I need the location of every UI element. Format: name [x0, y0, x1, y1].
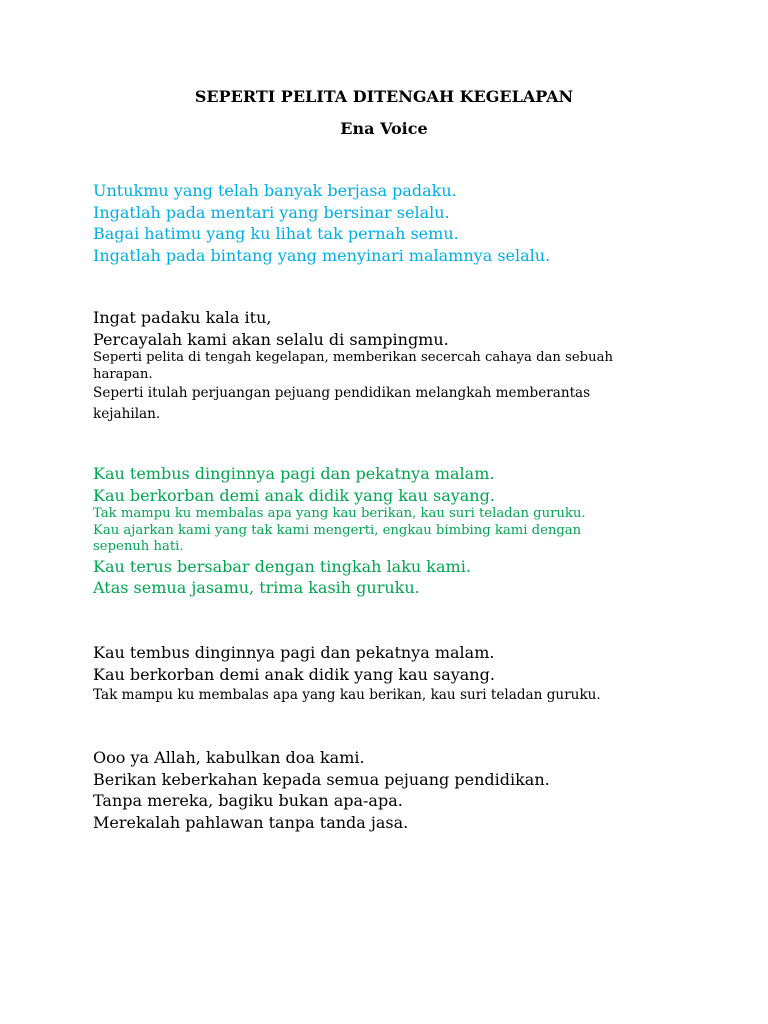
poem-title: SEPERTI PELITA DITENGAH KEGELAPAN — [194, 87, 574, 106]
stanza-2 — [93, 307, 693, 425]
stanza-3-line-4b: sepenuh hati. — [93, 539, 184, 554]
stanza-4-line-1: Kau tembus dinginnya pagi dan pekatnya malam. — [93, 643, 495, 662]
stanza-3-line-1: Kau tembus dinginnya pagi dan pekatnya malam. — [93, 464, 495, 483]
stanza-1-line-2: Ingatlah pada mentari yang bersinar selalu. — [93, 202, 450, 222]
stanza-2-line-3a: Seperti pelita di tengah kegelapan, memberikan secercah cahaya dan sebuah — [93, 350, 613, 365]
stanza-5-line-4: Merekalah pahlawan tanpa tanda jasa. — [93, 812, 409, 832]
stanza-3-line-4a: Kau ajarkan kami yang tak kami mengerti, engkau bimbing kami dengan — [93, 522, 582, 538]
stanza-3-line-2: Kau berkorban demi anak didik yang kau sayang. — [93, 485, 495, 505]
stanza-2-line-4a: Seperti itulah perjuangan pejuang pendidikan melangkah memberantas — [93, 385, 591, 401]
stanza-2-line-3b: harapan. — [93, 366, 153, 382]
stanza-5-line-2: Berikan keberkahan kepada semua pejuang pendidikan. — [93, 769, 550, 789]
stanza-3-line-6: Atas semua jasamu, trima kasih guruku. — [93, 578, 420, 597]
stanza-1-line-3: Bagai hatimu yang ku lihat tak pernah semu. — [93, 224, 459, 243]
stanza-4-line-3: Tak mampu ku membalas apa yang kau berikan, kau suri teladan guruku. — [93, 687, 601, 703]
stanza-4-line-2: Kau berkorban demi anak didik yang kau sayang. — [93, 664, 495, 684]
stanza-4 — [93, 642, 693, 706]
stanza-5 — [93, 747, 693, 833]
stanza-3-line-3: Tak mampu ku membalas apa yang kau berikan, kau suri teladan guruku. — [93, 506, 586, 521]
stanza-1 — [93, 180, 693, 266]
stanza-2-line-4b: kejahilan. — [93, 406, 161, 422]
stanza-1-line-1: Untukmu yang telah banyak berjasa padaku. — [93, 181, 457, 200]
stanza-2-line-2: Percayalah kami akan selalu di sampingmu. — [93, 329, 449, 349]
stanza-3-line-5: Kau terus bersabar dengan tingkah laku kami. — [93, 556, 471, 576]
stanza-5-line-3: Tanpa mereka, bagiku bukan apa-apa. — [93, 791, 403, 810]
stanza-5-line-1: Ooo ya Allah, kabulkan doa kami. — [93, 748, 365, 767]
poem-author: Ena Voice — [340, 119, 428, 138]
stanza-1-line-4: Ingatlah pada bintang yang menyinari malamnya selalu. — [93, 245, 551, 265]
stanza-3 — [93, 463, 693, 599]
stanza-2-line-1: Ingat padaku kala itu, — [93, 308, 272, 327]
